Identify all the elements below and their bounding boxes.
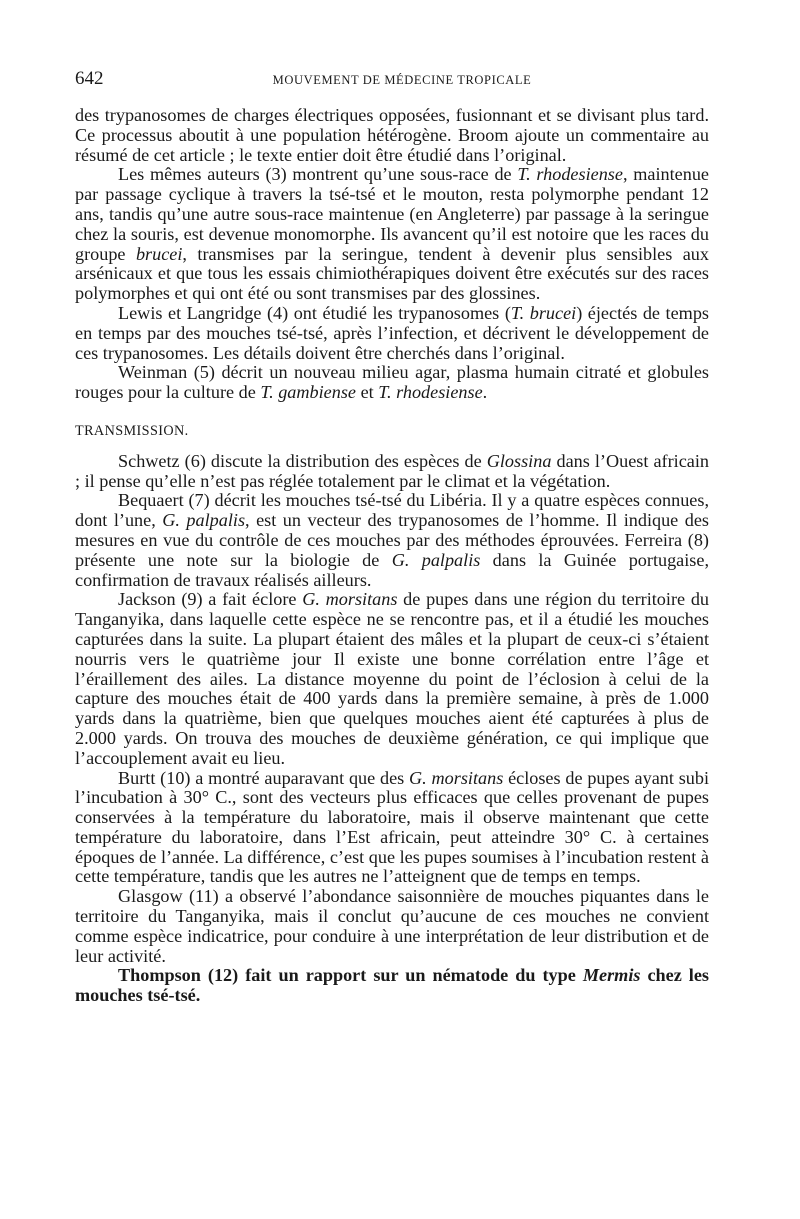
italic-term: brucei bbox=[135, 243, 183, 264]
paragraph bbox=[75, 966, 709, 1006]
text-run: des trypanosomes de charges électriques opposées, fusionnant et se divisant plus tard. Ce processus aboutit à une population hétérogène. Broom ajoute un commentaire au résumé de cet article ; le texte entier doit être étudié dans l’original. bbox=[75, 105, 709, 165]
text-run: , maintenue par passage cyclique à travers la tsé-tsé et le mouton, resta polymorphe pendant 12 ans, tandis qu’une autre sous-race maintenue (en Angleterre) par passage à la seringue chez la souris, est devenue monomorphe. Ils avancent qu’il est notoire que les races du groupe bbox=[75, 164, 709, 264]
text-run: chez les mouches tsé-tsé. bbox=[75, 965, 709, 1006]
paragraph bbox=[75, 452, 709, 492]
text-run: dans l’Ouest africain ; il pense qu’elle n’est pas réglée totalement par le climat et la végétation. bbox=[75, 450, 709, 491]
text-run: . bbox=[482, 382, 488, 403]
article-body bbox=[75, 106, 709, 1006]
italic-term: Mermis bbox=[582, 965, 641, 986]
italic-term: G. palpalis bbox=[162, 510, 246, 531]
italic-term: T. rhodesiense bbox=[378, 382, 483, 403]
page-number: 642 bbox=[75, 68, 104, 89]
text-run: Weinman (5) décrit un nouveau milieu agar, plasma humain citraté et globules rouges pour la culture de bbox=[75, 362, 709, 403]
text-run: , est un vecteur des trypanosomes de l’homme. Il indique des mesures en vue du contrôle de ces mouches par des méthodes éprouvées. Ferreira (8) présente une note sur la biologie de bbox=[75, 510, 709, 570]
text-run: Thompson (12) fait un rapport sur un nématode du type bbox=[118, 965, 583, 986]
italic-term: G. morsitans bbox=[409, 767, 504, 788]
paragraph bbox=[75, 590, 709, 768]
text-run: Les mêmes auteurs (3) montrent qu’une sous-race de bbox=[118, 164, 518, 185]
paragraph bbox=[75, 165, 709, 304]
text-run: Jackson (9) a fait éclore bbox=[118, 589, 303, 610]
italic-term: T. brucei bbox=[510, 302, 577, 323]
italic-term: T. gambiense bbox=[260, 382, 357, 403]
section-heading: TRANSMISSION. bbox=[75, 422, 189, 439]
text-run: Schwetz (6) discute la distribution des espèces de bbox=[118, 450, 487, 471]
text-run: Burtt (10) a montré auparavant que des bbox=[118, 767, 410, 788]
page-header bbox=[75, 68, 709, 94]
italic-term: G. palpalis bbox=[391, 549, 481, 570]
page bbox=[75, 68, 709, 1006]
paragraph bbox=[75, 304, 709, 363]
italic-term: T. rhodesiense bbox=[517, 164, 623, 185]
text-run: Lewis et Langridge (4) ont étudié les trypanosomes ( bbox=[118, 302, 511, 323]
paragraph bbox=[75, 491, 709, 590]
text-run: de pupes dans une région du territoire du Tanganyika, dans laquelle cette espèce ne se rencontre pas, et il a étudié les mouches capturées dans la suite. La plupart étaient des mâles et la plupart de ceux-ci s’étaient nourris vers le quatrième jour Il existe une bonne corrélation entre l’âge et l’éraillement des ailes. La distance moyenne du point de l’éclosion à celui de la capture des mouches était de 400 yards dans la première semaine, à près de 1.000 yards dans la quatrième, bien que quelques mouches aient été capturées à plus de 2.000 yards. On trouva des mouches de deuxième génération, ce qui implique que l’accouplement avait eu lieu. bbox=[75, 589, 710, 768]
italic-term: G. morsitans bbox=[302, 589, 398, 610]
running-head: MOUVEMENT DE MÉDECINE TROPICALE bbox=[272, 73, 532, 87]
paragraph bbox=[75, 363, 709, 403]
text-run: et bbox=[356, 382, 379, 403]
text-run: , transmises par la seringue, tendent à devenir plus sensibles aux arsénicaux et que tous les essais chimiothérapiques doivent être exécutés sur des races polymorphes et qui ont été ou sont transmises par des glossines. bbox=[75, 243, 709, 304]
text-run: ) éjectés de temps en temps par des mouches tsé-tsé, après l’infection, et décrivent le développement de ces trypanosomes. Les détails doivent être cherchés dans l’original. bbox=[75, 302, 709, 363]
text-run: dans la Guinée portugaise, confirmation de travaux réalisés ailleurs. bbox=[75, 549, 710, 590]
paragraph bbox=[75, 769, 709, 888]
text-run: Glasgow (11) a observé l’abondance saisonnière de mouches piquantes dans le territoire du Tanganyika, mais il conclut qu’aucune de ces mouches ne convient comme espèce indicatrice, pour conduire à une interprétation de leur distribution et de leur activité. bbox=[75, 886, 709, 966]
text-run: Bequaert (7) décrit les mouches tsé-tsé du Libéria. Il y a quatre espèces connues, dont l’une, bbox=[75, 490, 709, 531]
italic-term: Glossina bbox=[486, 450, 552, 471]
paragraph bbox=[75, 887, 709, 966]
paragraph bbox=[75, 106, 709, 165]
text-run: écloses de pupes ayant subi l’incubation à 30° C., sont des vecteurs plus efficaces que celles provenant de pupes conservées à la température du laboratoire, mais il observe maintenant que cette température du laboratoire, dans l’Est africain, peut atteindre 30° C. à certaines époques de l’année. La différence, c’est que les pupes soumises à l’incubation restent à cette température, tandis que les autres ne l’atteignent que de temps en temps. bbox=[75, 767, 710, 887]
